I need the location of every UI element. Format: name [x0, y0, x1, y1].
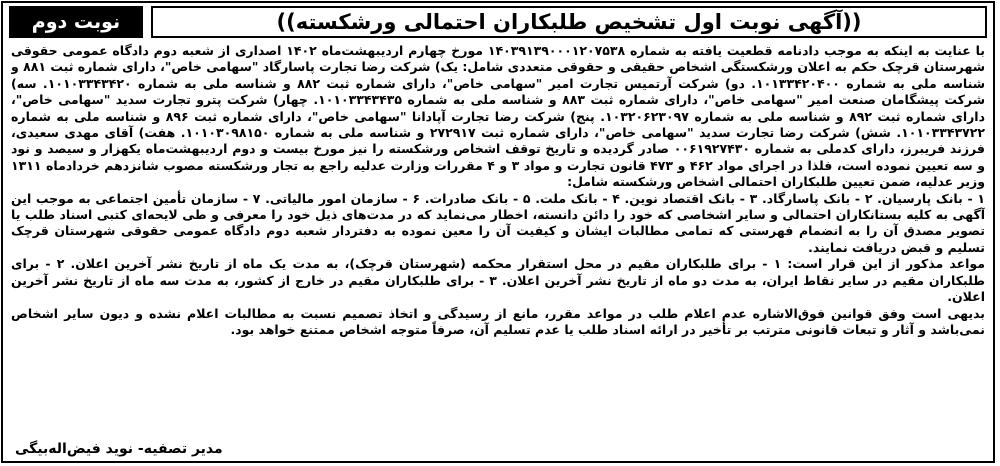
notice-title: ((آگهی نوبت اول تشخیص طلبکاران احتمالی ورشکسته)) — [151, 6, 987, 38]
publication-round-badge: نوبت دوم — [9, 6, 143, 38]
notice-paragraph-creditors: ۱ - بانک پارسیان. ۲ - بانک پاسارگاد. ۳ - بانک اقتصاد نوین. ۴ - بانک ملت. ۵ - بانک صادرات. ۶ - سازمان امور مالیاتی. ۷ - سازمان تأمین اجتماعی به موجب این آگهی به کلیه بستانکاران احتمالی و سایر اشخاصی که خود را دائن دانسته، اخطار می‌نماید که در مدت‌های ذیل خود را معرفی و طی لایحه‌ای کتبی اسناد طلب یا تصویر مصدق آن را به انضمام فهرستی که تمامی مطالبات ایشان و کیفیت آن را معین نموده به دفتردار شعبه دوم دادگاه عمومی حقوقی شهرستان قرچک تسلیم و قبض دریافت نمایند. — [11, 190, 985, 255]
notice-paragraph-consequences: بدیهی است وفق قوانین فوق‌الاشاره عدم اعلام طلب در مواعد مقرر، مانع از رسیدگی و اتخاذ تصمیم نسبت به مطالبات اعلام نشده و دیون سایر اشخاص نمی‌باشد و آثار و تبعات قانونی مترتب بر تأخیر در ارائه اسناد طلب یا عدم تسلیم آن، صرفاً متوجه اشخاص ممتنع خواهد بود. — [11, 305, 985, 337]
notice-body — [11, 43, 985, 457]
liquidator-signature: مدیر تصفیه- نوید فیض‌اله‌بیگی — [15, 441, 229, 457]
notice-header — [9, 6, 987, 40]
notice-paragraph-intro: با عنایت به اینکه به موجب دادنامه قطعیت یافته به شماره ۱۴۰۳۹۱۳۹۰۰۰۱۲۰۷۵۳۸ مورخ چهارم اردیبهشت‌ماه ۱۴۰۲ اصداری از شعبه دوم دادگاه عمومی حقوقی شهرستان قرچک حکم به اعلان ورشکستگی اشخاص حقیقی و حقوقی متعددی شامل: یک) شرکت رضا تجارت پاسارگاد "سهامی خاص"، دارای شماره ثبت ۸۸۱ و شناسه ملی به شماره ۱۰۱۳۳۴۲۰۴۰۰. دو) شرکت آرتمیس تجارت امیر "سهامی خاص"، دارای شماره ثبت ۸۸۲ و شناسه ملی به شماره ۱۰۱۰۳۳۴۳۴۲۰. سه) شرکت پیشگامان صنعت امیر "سهامی خاص"، دارای شماره ثبت ۸۸۳ و شناسه ملی به شماره ۱۰۱۰۳۳۴۳۴۳۵. چهار) شرکت پترو تجارت سدید "سهامی خاص"، دارای شماره ثبت ۸۹۲ و شناسه ملی به شماره ۱۰۳۲۰۶۲۳۰۹۷. پنج) شرکت رضا تجارت آپادانا "سهامی خاص"، دارای شماره ثبت ۸۹۶ و شناسه ملی به شماره ۱۰۱۰۳۳۴۳۷۲۲. شش) شرکت رضا تجارت سدید "سهامی خاص"، دارای شماره ثبت ۲۷۲۹۱۷ و شناسه ملی به شماره ۱۰۱۰۳۰۹۸۱۵۰. هفت) آقای مهدی سعیدی، فرزند فریبرز، دارای کدملی به شماره ۰۰۶۱۹۲۷۴۳۰ صادر گردیده و تاریخ توقف اشخاص ورشکسته را نیز مورخ بیست و دوم اردیبهشت‌ماه یکهزار و سیصد و نود و سه تعیین نموده است، فلذا در اجرای مواد ۴۶۲ و ۴۷۳ قانون تجارت و مواد ۳ و ۴ مقررات وزارت عدلیه راجع به تجار ورشکسته مصوب شانزدهم خردادماه ۱۳۱۱ وزیر عدلیه، ضمن تعیین طلبکاران احتمالی اشخاص ورشکسته شامل: — [11, 43, 985, 190]
notice-paragraph-deadlines: مواعد مذکور از این قرار است: ۱ - برای طلبکاران مقیم در محل استقرار محکمه (شهرستان قرچک)، به مدت یک ماه از تاریخ نشر آخرین اعلان. ۲ - برای طلبکاران مقیم در سایر نقاط ایران، به مدت دو ماه از تاریخ نشر آخرین اعلان. ۳ - برای طلبکاران مقیم در خارج از کشور، به مدت سه ماه از تاریخ نشر آخرین اعلان. — [11, 256, 985, 305]
notice-frame — [1, 1, 995, 463]
